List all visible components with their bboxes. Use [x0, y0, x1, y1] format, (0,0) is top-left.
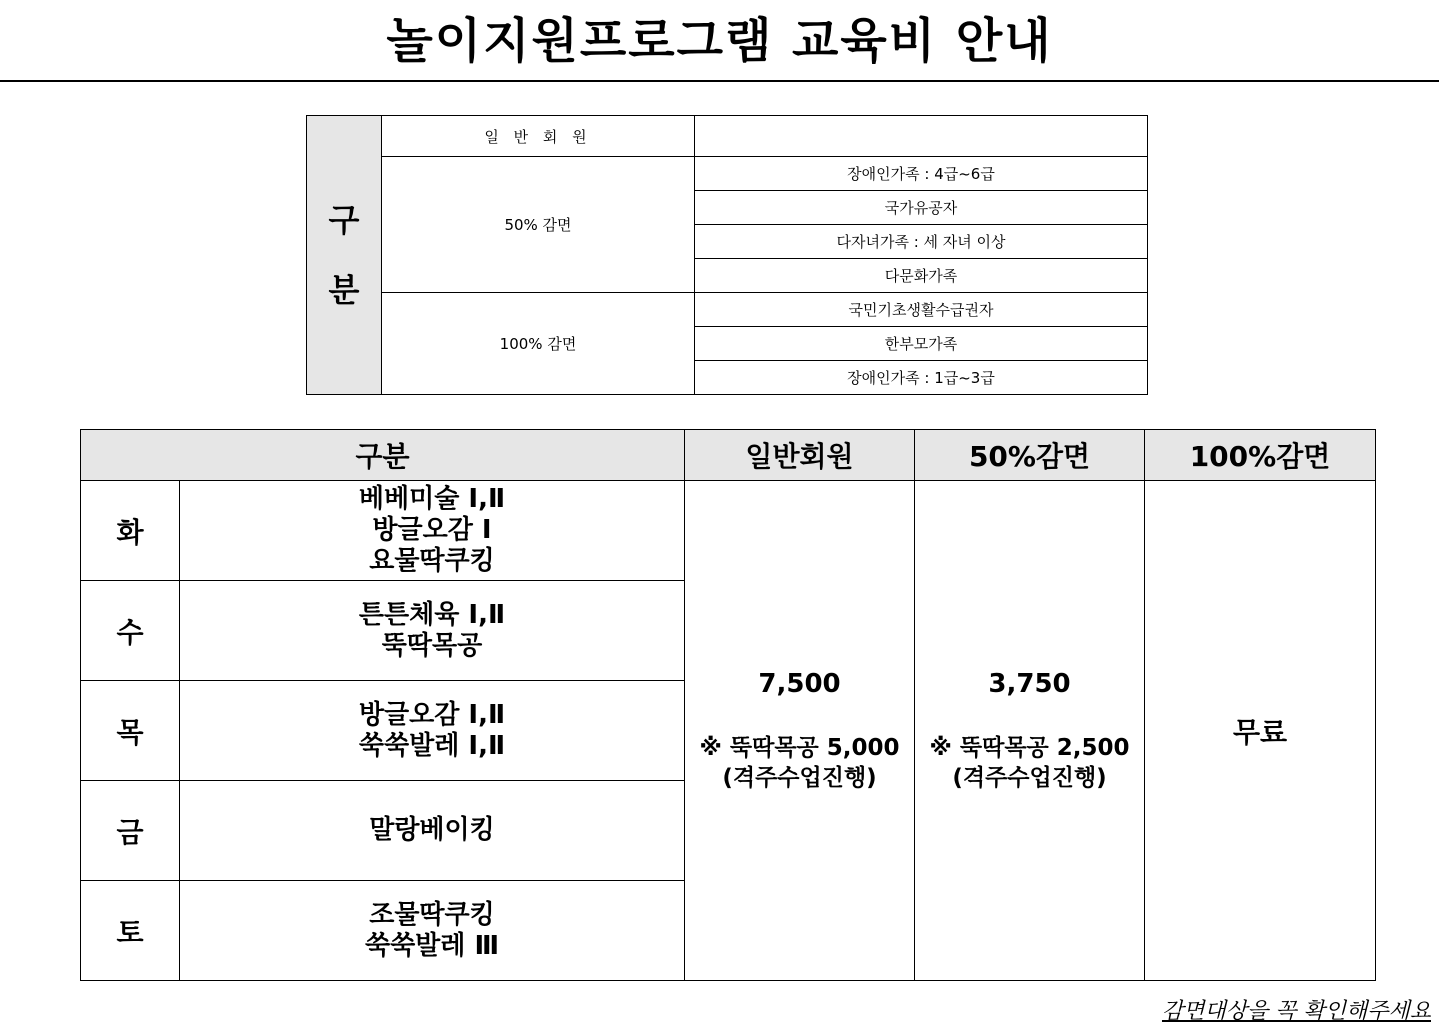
- program-name: 조물딱쿠킹: [369, 899, 495, 930]
- half-fee-note: ※ 뚝딱목공 2,500: [929, 734, 1130, 761]
- classification-header-char: 구: [328, 201, 360, 239]
- program-name: 말랑베이킹: [369, 815, 495, 845]
- half-discount-item: 다문화가족: [695, 259, 1148, 293]
- table-row: [81, 481, 1376, 581]
- general-member-label: 일 반 회 원: [382, 116, 695, 157]
- program-name: 방글오감 Ⅰ,Ⅱ: [358, 699, 506, 730]
- classification-row: [307, 157, 1148, 191]
- full-fee-cell: 무료: [1145, 481, 1376, 981]
- program-name: 쑥쑥발레 Ⅲ: [364, 930, 500, 961]
- day-cell: 목: [81, 681, 180, 781]
- program-cell: [180, 581, 685, 681]
- program-cell: [180, 881, 685, 981]
- classification-row-general: [307, 116, 1148, 157]
- program-name: 튼튼체육 Ⅰ,Ⅱ: [358, 599, 506, 630]
- title-divider: [0, 80, 1439, 82]
- day-cell: 화: [81, 481, 180, 581]
- half-discount-item: 장애인가족 : 4급~6급: [695, 157, 1148, 191]
- program-name: 쑥쑥발레 Ⅰ,Ⅱ: [358, 730, 506, 761]
- page-title: 놀이지원프로그램 교육비 안내: [386, 13, 1053, 69]
- half-fee-amount: 3,750: [988, 668, 1071, 699]
- fee-header-full: 100%감면: [1145, 430, 1376, 481]
- general-fee-cell: [685, 481, 915, 981]
- program-cell: [180, 681, 685, 781]
- full-discount-item: 국민기초생활수급권자: [695, 293, 1148, 327]
- classification-header: [307, 116, 382, 395]
- classification-table: [306, 115, 1148, 395]
- fee-header-category: 구분: [81, 430, 685, 481]
- discount-check-note: 감면대상을 꼭 확인해주세요: [1161, 999, 1431, 1024]
- general-fee-note: ※ 뚝딱목공 5,000: [699, 734, 900, 761]
- program-name: 뚝딱목공: [381, 630, 483, 661]
- classification-row: [307, 293, 1148, 327]
- full-discount-label: 100% 감면: [382, 293, 695, 395]
- full-discount-item: 한부모가족: [695, 327, 1148, 361]
- general-member-detail: [695, 116, 1148, 157]
- program-cell: [180, 781, 685, 881]
- day-cell: 금: [81, 781, 180, 881]
- day-cell: 토: [81, 881, 180, 981]
- program-cell: [180, 481, 685, 581]
- fee-table: [80, 429, 1376, 981]
- half-discount-item: 국가유공자: [695, 191, 1148, 225]
- program-name: 베베미술 Ⅰ,Ⅱ: [358, 484, 506, 514]
- classification-header-char: 분: [328, 271, 360, 309]
- half-fee-note-schedule: (격주수업진행): [952, 764, 1107, 791]
- half-fee-cell: [915, 481, 1145, 981]
- general-fee-note-schedule: (격주수업진행): [722, 764, 877, 791]
- fee-header-half: 50%감면: [915, 430, 1145, 481]
- half-discount-label: 50% 감면: [382, 157, 695, 293]
- program-name: 요물딱쿠킹: [369, 546, 495, 576]
- half-discount-item: 다자녀가족 : 세 자녀 이상: [695, 225, 1148, 259]
- full-discount-item: 장애인가족 : 1급~3급: [695, 361, 1148, 395]
- fee-header-row: [81, 430, 1376, 481]
- day-cell: 수: [81, 581, 180, 681]
- general-fee-amount: 7,500: [758, 668, 841, 699]
- fee-header-general: 일반회원: [685, 430, 915, 481]
- program-name: 방글오감 Ⅰ: [372, 515, 492, 545]
